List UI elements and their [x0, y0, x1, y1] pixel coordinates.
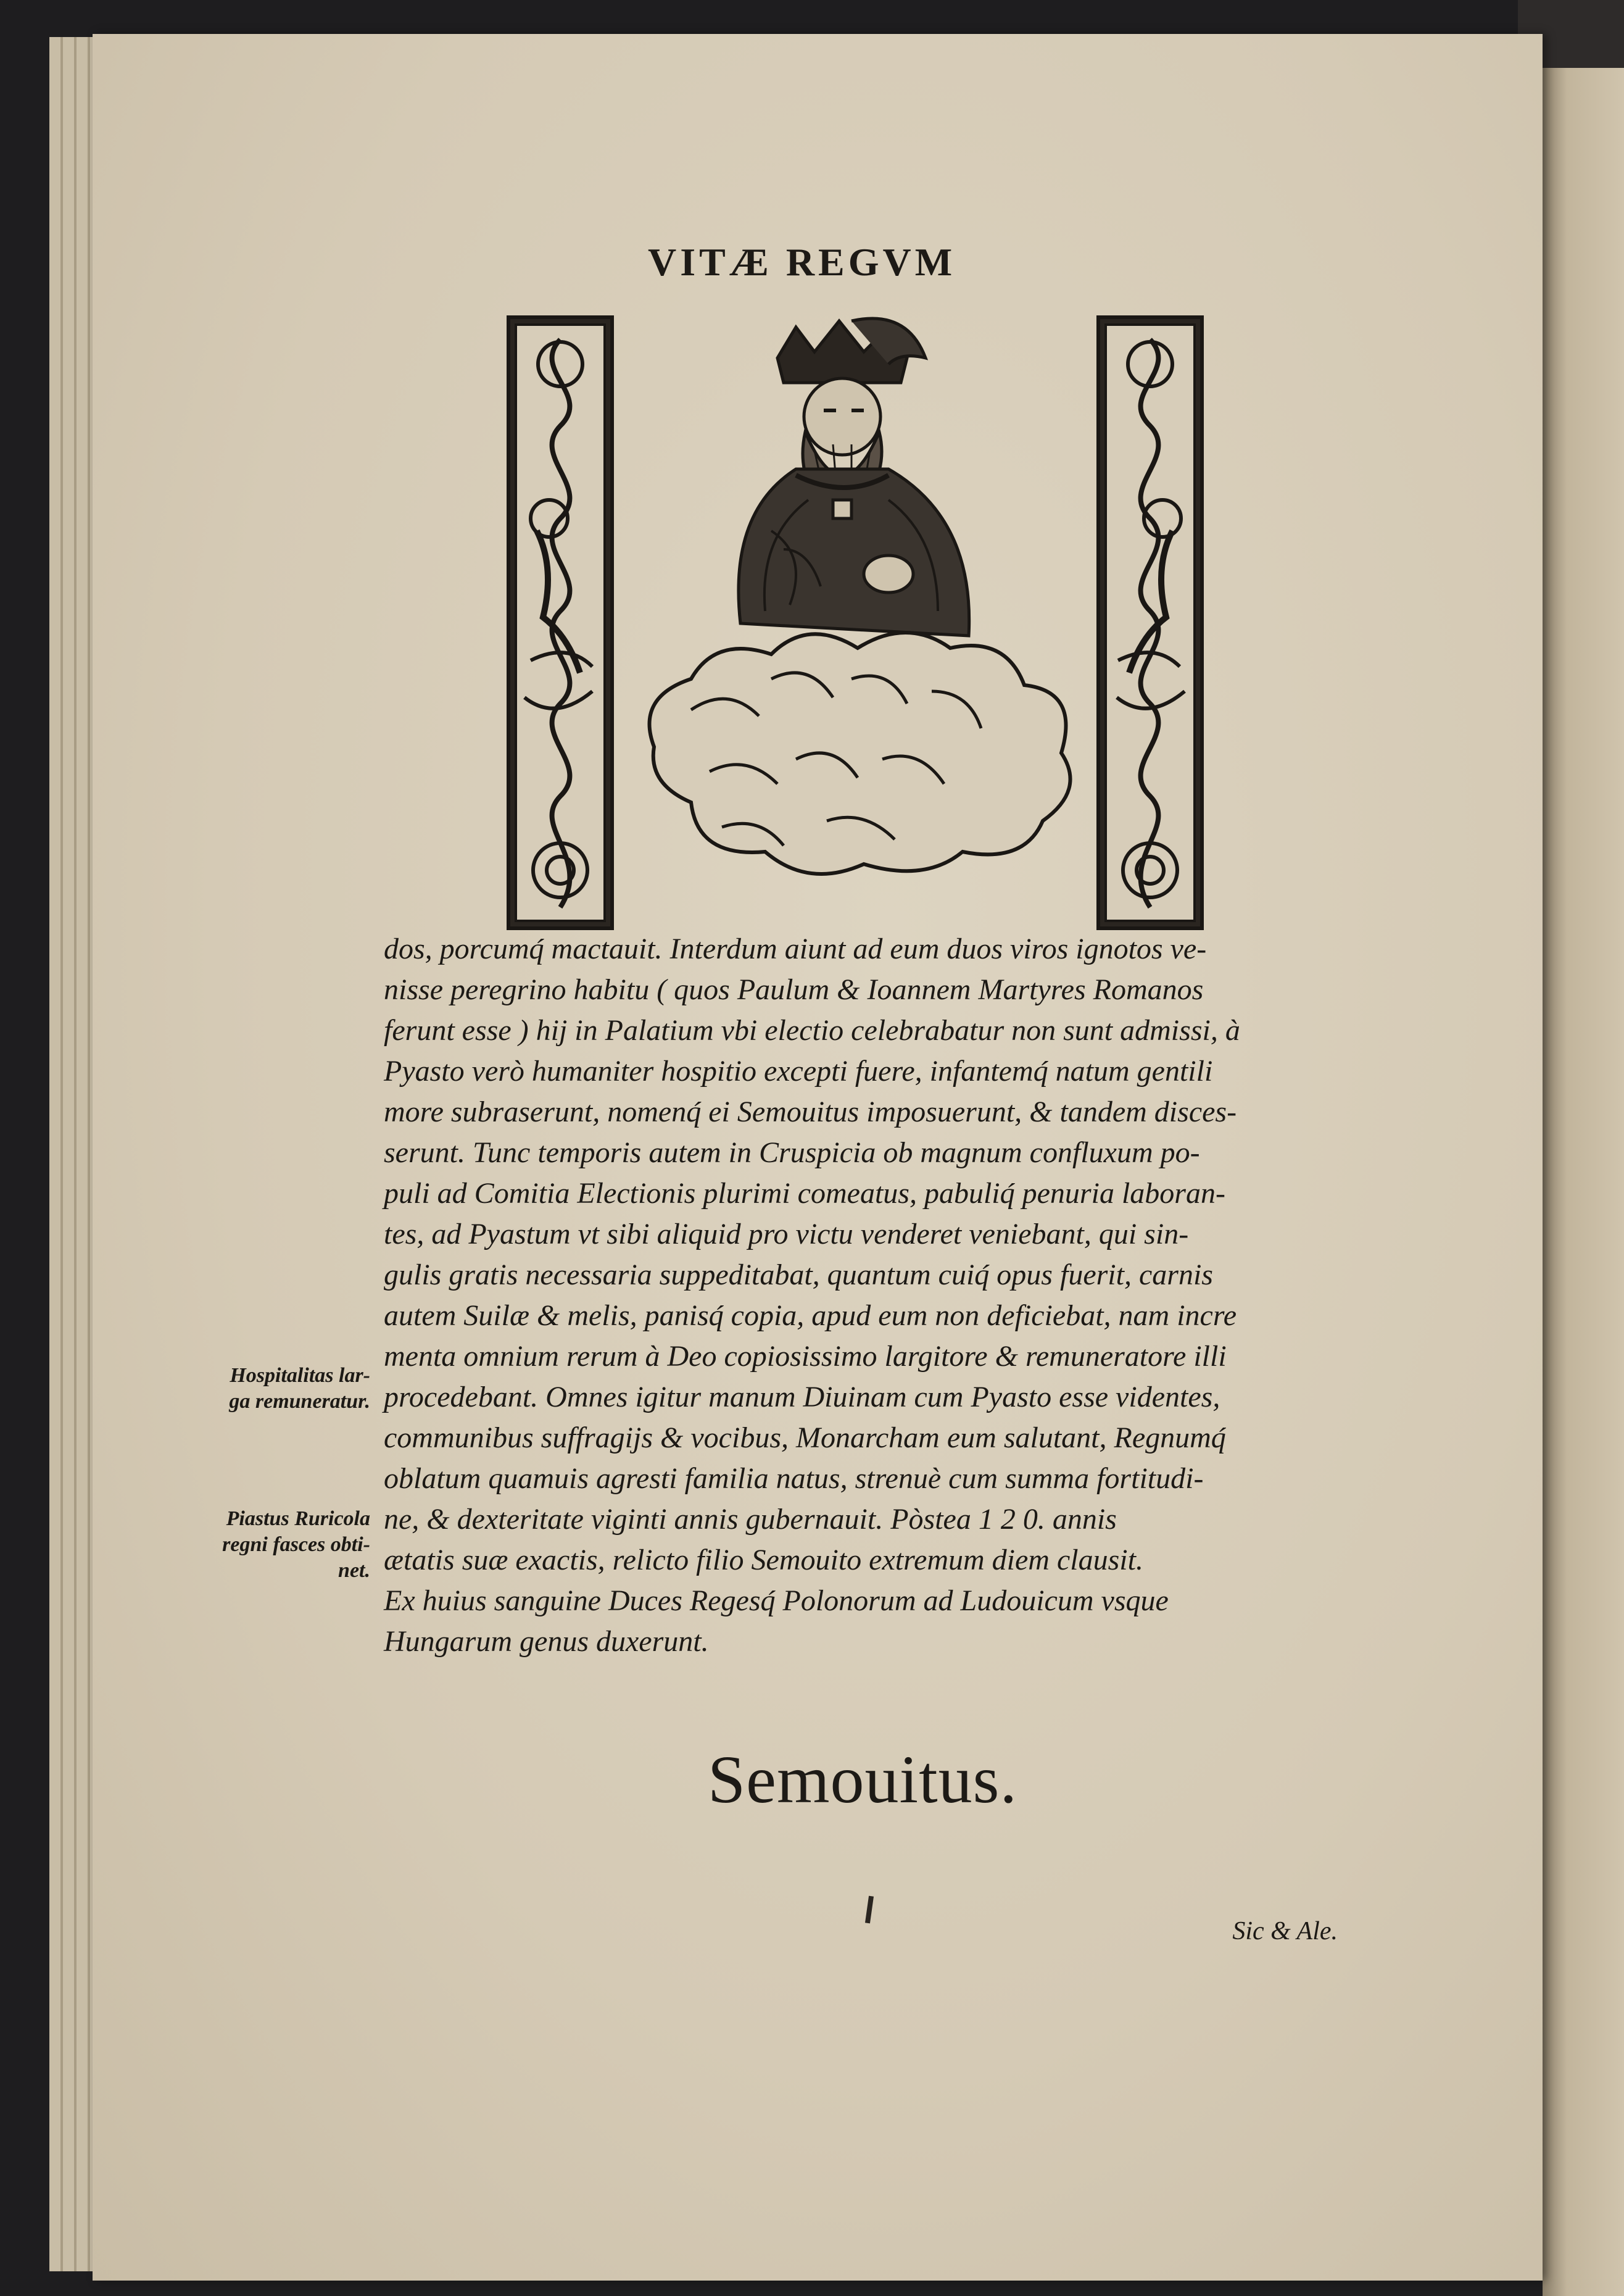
cloud-base: [650, 633, 1071, 874]
main-text: [384, 929, 1346, 1662]
text-line: more subraserunt, nomenq́ ei Semouitus imposuerunt, & tandem disces-: [384, 1096, 1237, 1128]
catchword: Sic & Ale.: [1232, 1917, 1338, 1945]
text-line: autem Suilæ & melis, panisq́ copia, apud eum non deficiebat, nam incre: [384, 1299, 1237, 1332]
margin-note-line: Hospitalitas lar-: [230, 1364, 370, 1387]
text-line: ferunt esse ) hij in Palatium vbi electio celebrabatur non sunt admissi, à: [384, 1014, 1240, 1047]
text-line: nisse peregrino habitu ( quos Paulum & Ioannem Martyres Romanos: [384, 973, 1204, 1006]
text-line: menta omnium rerum à Deo copiosissimo largitore & remuneratore illi: [384, 1340, 1227, 1373]
margin-note-line: net.: [338, 1559, 370, 1582]
text-line: ætatis suæ exactis, relicto filio Semouito extremum diem clausit.: [384, 1544, 1143, 1576]
text-line: Ex huius sanguine Duces Regesq́ Polonorum ad Ludouicum vsque: [384, 1584, 1169, 1617]
woodcut-king-portrait: [506, 315, 1204, 932]
text-line: Pyasto verò humaniter hospitio excepti fuere, infantemq́ natum gentili: [384, 1055, 1213, 1088]
text-line: procedebant. Omnes igitur manum Diuinam cum Pyasto esse videntes,: [384, 1381, 1220, 1413]
margin-note-hospitalitas: [136, 1363, 370, 1415]
text-line: Hungarum genus duxerunt.: [384, 1625, 709, 1658]
margin-note-piastus: [136, 1506, 370, 1584]
text-line: ne, & dexteritate viginti annis gubernauit. Pòstea 1 2 0. annis: [384, 1503, 1117, 1536]
right-ornamental-border: [1098, 317, 1202, 928]
text-line: serunt. Tunc temporis autem in Cruspicia ob magnum confluxum po-: [384, 1136, 1200, 1169]
margin-note-line: ga remuneratur.: [229, 1390, 370, 1413]
text-line: puli ad Comitia Electionis plurimi comeatus, pabuliq́ penuria laboran-: [384, 1177, 1225, 1210]
running-head: VITÆ REGVM: [648, 240, 956, 284]
text-line: dos, porcumq́ mactauit. Interdum aiunt ad eum duos viros ignotos ve-: [384, 933, 1207, 965]
left-ornamental-border: [508, 317, 612, 928]
king-figure: [739, 318, 969, 636]
margin-note-line: regni fasces obti-: [222, 1533, 370, 1556]
section-title: Semouitus.: [708, 1742, 1017, 1817]
text-line: gulis gratis necessaria suppeditabat, quantum cuiq́ opus fuerit, carnis: [384, 1258, 1213, 1291]
text-line: communibus suffragijs & vocibus, Monarcham eum salutant, Regnumq́: [384, 1421, 1226, 1454]
woodcut-illustration: [506, 315, 1204, 932]
margin-note-line: Piastus Ruricola: [226, 1507, 370, 1530]
text-line: tes, ad Pyastum vt sibi aliquid pro victu venderet veniebant, qui sin-: [384, 1218, 1189, 1250]
facing-page-edge: [1543, 68, 1624, 2296]
text-line: oblatum quamuis agresti familia natus, strenuè cum summa fortitudi-: [384, 1462, 1204, 1495]
